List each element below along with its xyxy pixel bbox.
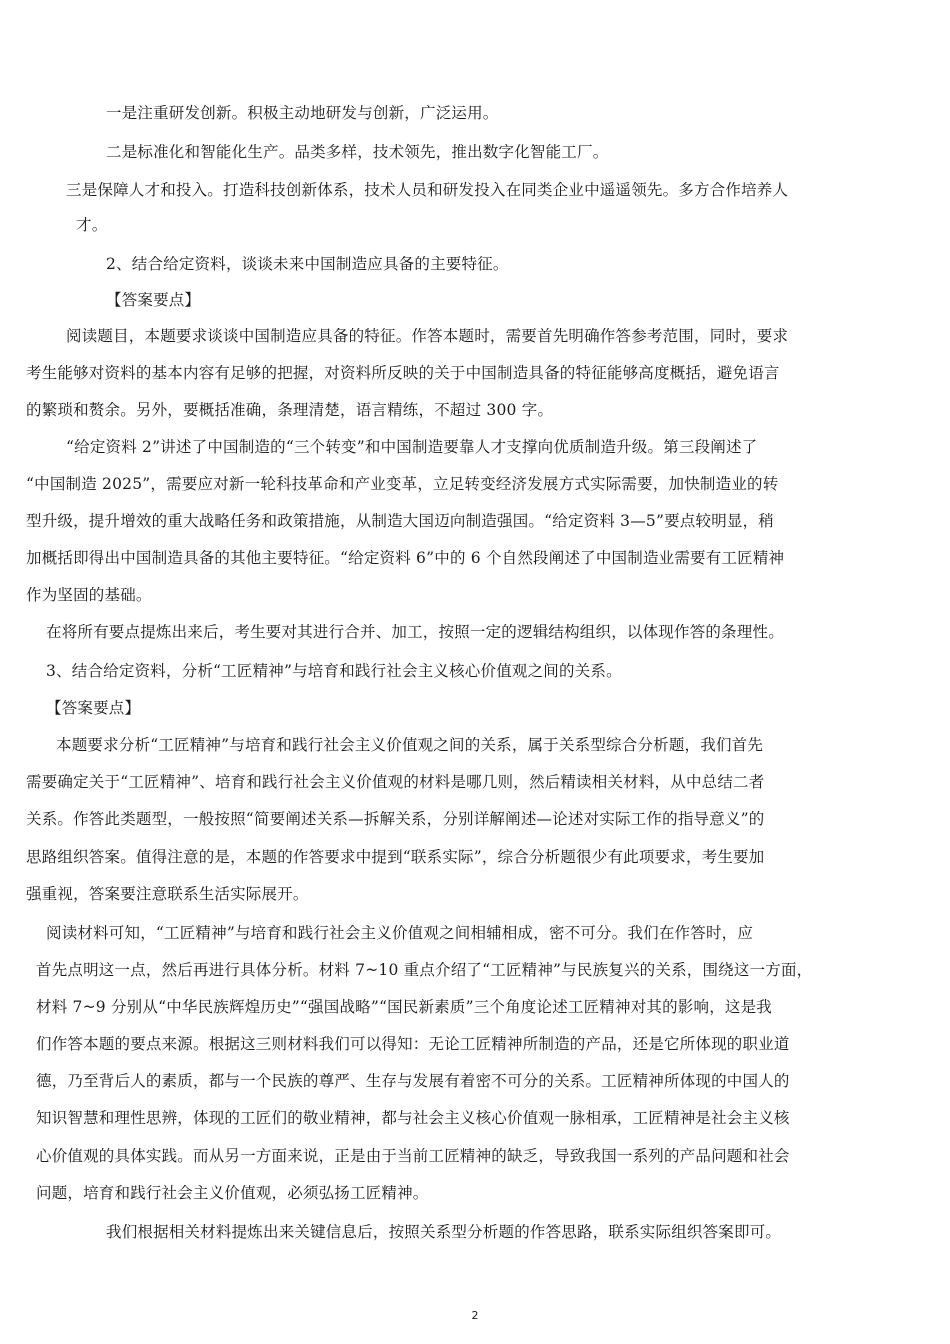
text-line: 2、结合给定资料，谈谈未来中国制造应具备的主要特征。 — [106, 255, 509, 273]
text-line: 的繁琐和赘余。另外，要概括准确，条理清楚，语言精练，不超过 300 字。 — [26, 401, 554, 419]
section-heading: 【答案要点】 — [106, 291, 201, 309]
text-line: 考生能够对资料的基本内容有足够的把握，对资料所反映的关于中国制造具备的特征能够高度概括，避免语言 — [26, 364, 780, 382]
text-line: 心价值观的具体实践。而从另一方面来说，正是由于当前工匠精神的缺乏，导致我国一系列的产品问题和社会 — [36, 1147, 790, 1165]
text-line: 阅读材料可知，“工匠精神”与培育和践行社会主义价值观之间相辅相成，密不可分。我们在作答时，应 — [46, 924, 754, 942]
text-line: 思路组织答案。值得注意的是，本题的作答要求中提到“联系实际”，综合分析题很少有此项要求，考生要加 — [26, 848, 765, 866]
text-line: 我们根据相关材料提炼出来关键信息后，按照关系型分析题的作答思路，联系实际组织答案即可。 — [106, 1223, 782, 1241]
text-line: 作为坚固的基础。 — [26, 586, 152, 604]
text-line: 首先点明这一点，然后再进行具体分析。材料 7~10 重点介绍了“工匠精神”与民族复兴的关系，围绕这一方面， — [36, 961, 813, 979]
text-line: “中国制造 2025”，需要应对新一轮科技革命和产业变革，立足转变经济发展方式实际需要，加快制造业的转 — [26, 475, 779, 493]
text-line: 本题要求分析“工匠精神”与培育和践行社会主义价值观之间的关系，属于关系型综合分析题，我们首先 — [56, 736, 764, 754]
text-line: 德，乃至背后人的素质，都与一个民族的尊严、生存与发展有着密不可分的关系。工匠精神所体现的中国人的 — [36, 1072, 790, 1090]
text-line: 一是注重研发创新。积极主动地研发与创新，广泛运用。 — [106, 104, 499, 122]
text-line: 在将所有要点提炼出来后，考生要对其进行合并、加工，按照一定的逻辑结构组织，以体现作答的条理性。 — [46, 623, 784, 641]
text-line: 三是保障人才和投入。打造科技创新体系，技术人员和研发投入在同类企业中遥遥领先。多方合作培养人 — [66, 181, 789, 199]
text-line: 关系。作答此类题型，一般按照“简要阐述关系—拆解关系，分别详解阐述—论述对实际工作的指导意义”的 — [26, 810, 765, 828]
text-line: 们作答本题的要点来源。根据这三则材料我们可以得知：无论工匠精神所制造的产品，还是它所体现的职业道 — [36, 1035, 790, 1053]
section-heading: 【答案要点】 — [46, 699, 141, 717]
text-line: 型升级，提升增效的重大战略任务和政策措施，从制造大国迈向制造强国。“给定资料 3—5”要点较明显，稍 — [26, 512, 775, 530]
page-number: 2 — [471, 1309, 479, 1322]
text-line: 强重视，答案要注意联系生活实际展开。 — [26, 885, 309, 903]
text-line: 知识智慧和理性思辨，体现的工匠们的敬业精神，都与社会主义核心价值观一脉相承，工匠精神是社会主义核 — [36, 1109, 790, 1127]
text-line: 问题，培育和践行社会主义价值观，必须弘扬工匠精神。 — [36, 1184, 429, 1202]
text-line: 阅读题目，本题要求谈谈中国制造应具备的特征。作答本题时，需要首先明确作答参考范围，同时，要求 — [66, 327, 789, 345]
text-line: 加概括即得出中国制造具备的其他主要特征。“给定资料 6”中的 6 个自然段阐述了中国制造业需要有工匠精神 — [26, 549, 785, 567]
text-line: 需要确定关于“工匠精神”、培育和践行社会主义价值观的材料是哪几则，然后精读相关材料，从中总结二者 — [26, 773, 765, 791]
text-line: “给定资料 2”讲述了中国制造的“三个转变”和中国制造要靠人才支撑向优质制造升级。第三段阐述了 — [66, 438, 758, 456]
text-line: 二是标准化和智能化生产。品类多样，技术领先，推出数字化智能工厂。 — [106, 143, 609, 161]
text-line: 材料 7~9 分别从“中华民族辉煌历史”“强国战略”“国民新素质”三个角度论述工匠精神对其的影响，这是我 — [36, 998, 773, 1016]
text-line: 才。 — [76, 216, 108, 234]
text-line: 3、结合给定资料，分析“工匠精神”与培育和践行社会主义核心价值观之间的关系。 — [46, 662, 622, 680]
